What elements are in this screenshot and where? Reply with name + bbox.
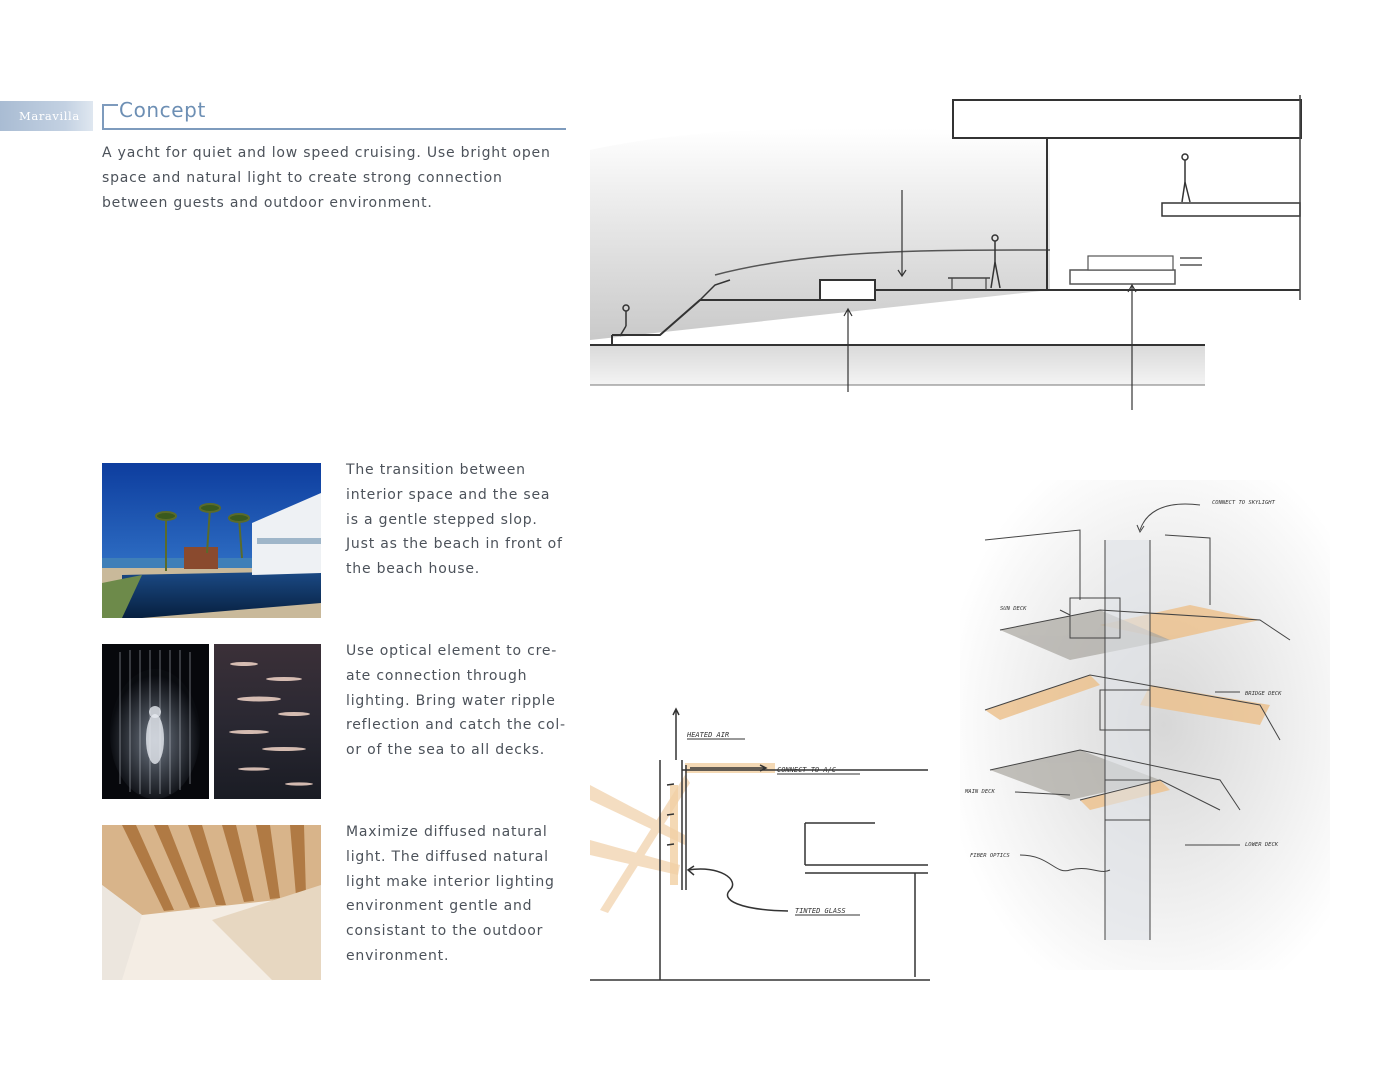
page-title: Concept [119, 98, 206, 122]
label-connect-skylight: CONNECT TO SKYLIGHT [1212, 500, 1275, 506]
label-sun-deck: SUN DECK [1000, 606, 1027, 612]
label-heated-air: HEATED AIR [687, 731, 730, 739]
header-tab: Maravilla [0, 101, 93, 131]
section-text-transition: The transition between interior space and the sea is a gentle stepped slop. Just as the beach in front of the beach house. [346, 462, 563, 578]
label-lower-deck: LOWER DECK [1245, 842, 1279, 848]
label-tinted-glass: TINTED GLASS [795, 907, 846, 915]
title-rule [102, 128, 566, 130]
stair-sketch [960, 480, 1330, 970]
label-fiber-optics: FIBER OPTICS [970, 853, 1010, 859]
section-sketch [590, 90, 1330, 420]
section-text-light: Maximize diffused natural light. The diffused natural light make interior lighting environment gentle and consistant to the outdoor environment. [346, 824, 555, 964]
label-connect-ac: CONNECT TO A/C [777, 766, 837, 774]
intro-text: A yacht for quiet and low speed cruising. Use bright open space and natural light to create strong connection between guests and outdoor environment. [102, 145, 551, 211]
label-bridge-deck: BRIDGE DECK [1245, 691, 1282, 697]
diffused-light-photo [102, 825, 321, 980]
label-main-deck: MAIN DECK [965, 789, 995, 795]
fiber-optics-photo [102, 644, 209, 799]
title-bracket [102, 104, 118, 130]
section-text-optical: Use optical element to cre-ate connection through lighting. Bring water ripple reflection and catch the col-or of the sea to all decks. [346, 643, 566, 759]
water-ripple-photo [214, 644, 321, 799]
glass-detail-sketch [590, 705, 935, 985]
beach-house-photo [102, 463, 321, 618]
